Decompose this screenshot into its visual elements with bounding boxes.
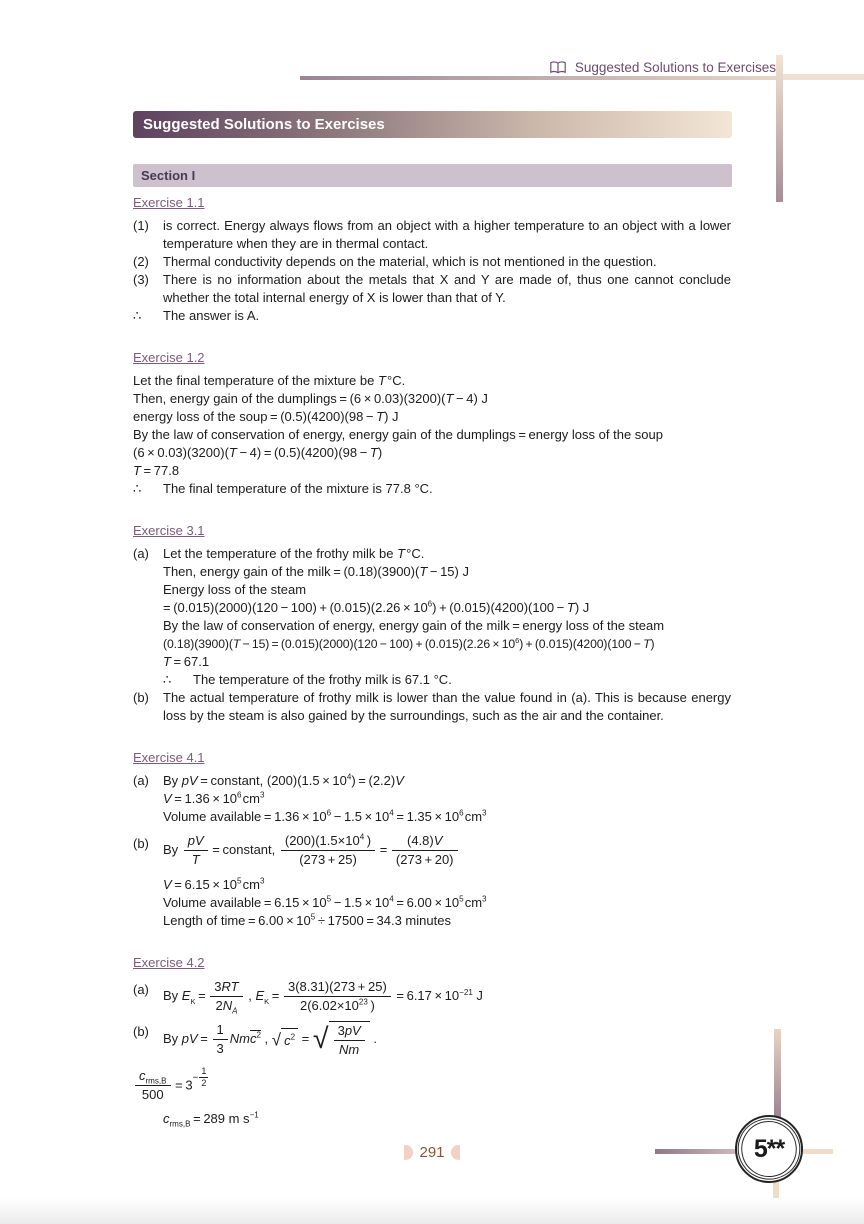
line-text: The final temperature of the mixture is 77.8 °C.: [163, 481, 433, 496]
exercise-heading: Exercise 1.2: [133, 350, 205, 365]
solution-line: $V = 1.36 \times 10^6$ $cm^3$: [163, 790, 265, 806]
solution-line: [133, 772, 731, 790]
exercise-heading: Exercise 1.1: [133, 195, 205, 210]
solution-line: $c_{rms,B} = 289$ m $s^{-1}$: [163, 1110, 259, 1129]
solution-line: By the law of conservation of energy, energy gain of the milk = energy loss of the steam: [163, 618, 665, 633]
line-marker: (a): [133, 546, 149, 561]
exercise-heading: Exercise 4.2: [133, 954, 205, 970]
solution-line: Length of time = $6.00 \times 10^5 \div 17500 = 34.3$ minutes: [163, 912, 451, 928]
page-number-glyph-left-icon: [404, 1145, 413, 1160]
line-marker: (a): [133, 773, 149, 788]
running-header: [549, 60, 776, 75]
solution-line: Then, energy gain of the dumplings = (6 × 0.03)(3200)(T − 4) J: [133, 391, 488, 406]
solution-line: [133, 689, 731, 725]
line-marker: (2): [133, 254, 149, 269]
exercise-heading: Exercise 4.1: [133, 750, 205, 765]
solution-line: [133, 217, 731, 253]
title-banner: [133, 111, 732, 138]
line-marker: (3): [133, 272, 149, 287]
decor-bottom-right-hline-left: [655, 1149, 736, 1154]
exercise-heading: Exercise 3.1: [133, 523, 205, 538]
spacer: [133, 930, 731, 954]
solution-line: [133, 979, 731, 1015]
line-marker: ∴: [133, 481, 142, 496]
section-banner: [133, 164, 732, 187]
solution-line: Volume available = $6.15 \times 10^5 - 1.5 \times 10^4 = 6.00 \times 10^5$ $cm^3$: [163, 894, 487, 910]
line-text: The answer is A.: [163, 308, 260, 323]
page-number: 291: [419, 1144, 445, 1161]
badge-label: 5**: [753, 1134, 785, 1163]
line-text: By $E_K$ = $\frac{3RT}{2N_A}$ , $E_K$ = $\frac{3(8.31)(273 + 25)}{2(6.02\times 10^{23} )}$ = $6.17 \times 10^{-21}$ J: [163, 978, 483, 1016]
line-text: The temperature of the frothy milk is 67.1 °C.: [193, 672, 452, 687]
solution-line: [163, 671, 731, 689]
solution-line: T = 67.1: [163, 654, 210, 669]
line-marker: (b): [133, 690, 149, 705]
line-text: Thermal conductivity depends on the material, which is not mentioned in the question.: [163, 254, 657, 269]
running-header-text: Suggested Solutions to Exercises: [574, 60, 776, 75]
solution-line: [133, 253, 731, 271]
line-text: By pV = constant, $(200)(1.5 \times 10^4) = (2.2)V$: [163, 772, 404, 788]
five-star-badge: [735, 1115, 803, 1183]
spacer: [133, 725, 731, 749]
line-text: Let the temperature of the frothy milk be T °C.: [163, 546, 425, 561]
solution-line: By the law of conservation of energy, energy gain of the dumplings = energy loss of the soup: [133, 427, 663, 442]
solution-line: [133, 1021, 731, 1059]
solution-line: [133, 271, 731, 307]
page-number-glyph-right-icon: [451, 1145, 460, 1160]
solution-line: (6 × 0.03)(3200)(T − 4) = (0.5)(4200)(98 − T): [133, 445, 383, 460]
book-icon: [549, 60, 567, 75]
solution-line: T = 77.8: [133, 463, 180, 478]
line-marker: (b): [133, 836, 149, 851]
line-marker: (1): [133, 218, 149, 233]
decor-bottom-right-hline-right: [799, 1149, 833, 1154]
line-marker: ∴: [163, 672, 172, 687]
solution-line: $V = 6.15 \times 10^5$ $cm^3$: [163, 876, 265, 892]
solution-line: energy loss of the soup = (0.5)(4200)(98 − T) J: [133, 409, 399, 424]
solution-line: = $(0.015)(2000)(120 - 100) + (0.015)(2.26 \times 10^6) + (0.015)(4200)(100 - T)$ J: [163, 599, 590, 615]
line-text: The actual temperature of frothy milk is lower than the value found in (a). This is because energy loss by the steam is also gained by the surroundings, such as the air and the container.: [163, 690, 731, 723]
line-text: By pV = $\frac{1}{3}$ Nmc$^2$ , √ $c^2$ = √ $\frac{3pV}{Nm}$ .: [163, 1022, 377, 1058]
solution-line: [133, 307, 731, 325]
decor-top-right-vline: [776, 55, 783, 202]
spacer: [133, 498, 731, 522]
solution-line: Energy loss of the steam: [163, 582, 307, 597]
spacer: [133, 325, 731, 349]
line-marker: ∴: [133, 308, 142, 323]
line-text: There is no information about the metals that X and Y are made of, thus one cannot conclude whether the total internal energy of X is lower than that of Y.: [163, 272, 731, 305]
decor-bottom-right-vline-bottom: [773, 1180, 779, 1207]
decor-bottom-right-vline-top: [774, 1029, 781, 1117]
line-marker: (a): [133, 981, 149, 997]
page-title: Suggested Solutions to Exercises: [143, 116, 385, 133]
decor-top-right-hline: [777, 74, 864, 80]
solution-line: [133, 545, 731, 563]
solution-line: [133, 480, 731, 498]
solution-line: [133, 833, 731, 869]
section-title: Section I: [141, 168, 196, 183]
solution-line: Let the final temperature of the mixture be T °C.: [133, 373, 406, 388]
line-text: By $\frac{pV}{T}$ = constant, $\frac{(200)(1.5\times 10^4 )}{(273 + 25)}$ = $\frac{(4.8)V}{(273 + 20)}$: [163, 833, 731, 869]
solution-line: $(0.18)(3900)(T - 15) = (0.015)(2000)(120 - 100) + (0.015)(2.26 \times 10^6) + (0.015)(4200)(100 - T)$: [163, 635, 655, 651]
solution-line: Then, energy gain of the milk = (0.18)(3900)(T − 15) J: [163, 564, 469, 579]
line-marker: (b): [133, 1024, 149, 1039]
content: [133, 194, 731, 1128]
solution-line: Volume available = $1.36 \times 10^6 - 1.5 \times 10^4 = 1.35 \times 10^6$ $cm^3$: [163, 808, 487, 824]
solution-line: $c_{rms,B}$ 500 = $3^{- \frac{1}{2}}$: [133, 1066, 731, 1104]
line-text: is correct. Energy always flows from an object with a higher temperature to an object with a lower temperature when they are in thermal contact.: [163, 218, 731, 251]
header-rule: [300, 76, 777, 80]
